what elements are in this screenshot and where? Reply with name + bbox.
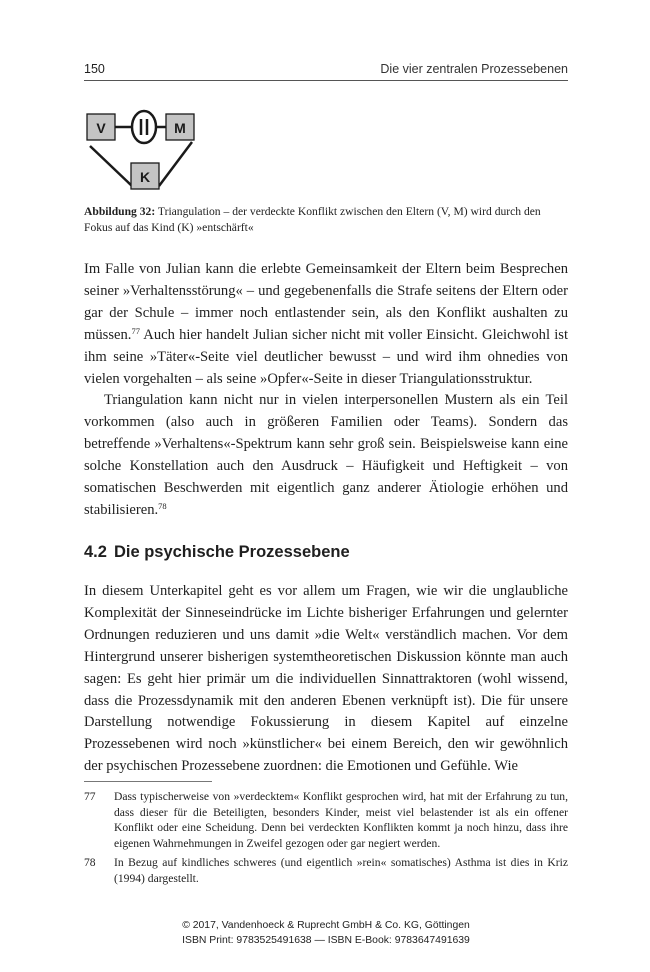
footnotes bbox=[84, 789, 568, 889]
footnote-ref-78: 78 bbox=[158, 500, 167, 511]
section-title: Die psychische Prozessebene bbox=[113, 543, 350, 561]
paragraph-1 bbox=[84, 259, 568, 390]
footnote-number: 77 bbox=[84, 790, 96, 803]
caption-label: Abbildung 32: bbox=[84, 205, 156, 218]
label-m: M bbox=[174, 120, 186, 136]
footnote-text: Dass typischerweise von »verdecktem« Konflikt gesprochen wird, hat mit der Erfahrung zu tun, dass dieser für die Beteiligten, besonders Kinder, meist viel belastender ist als ein offener Konflikt oder eine Scheidung. Denn bei verdeckten Konflikten kommt ja noch hinzu, dass ihre eigenen Wahrnehmungen in Zweifel gezogen oder gar negiert werden. bbox=[114, 790, 568, 851]
footnote-78 bbox=[84, 855, 568, 886]
section-number: 4.2 bbox=[84, 543, 107, 561]
running-header bbox=[84, 62, 568, 81]
body-text-lower bbox=[84, 581, 568, 778]
triangulation-diagram bbox=[84, 100, 214, 200]
label-v: V bbox=[96, 120, 106, 136]
body-text-upper bbox=[84, 259, 568, 522]
footnote-77 bbox=[84, 789, 568, 852]
running-title: Die vier zentralen Prozessebenen bbox=[380, 62, 568, 76]
paragraph-1-part-b: Auch hier handelt Julian sicher nicht mit voller Einsicht. Gleichwohl ist ihm seine »Täter«-Seite viel deutlicher bewusst – und wird ihm ohnedies von vielen vorgehalten – als seine »Opfer«-Seite in dieser Triangulationsstruktur. bbox=[84, 326, 568, 387]
paragraph-2-text: Triangulation kann nicht nur in vielen interpersonellen Mustern als ein Teil vorkommen (also auch in größeren Familien oder Teams). Sondern das betreffende »Verhaltens«-Spektrum kann sehr groß sein. Beispielsweise kann eine solche Konstellation auch den Ausdruck – Häufigkeit und Heftigkeit – von somatischen Beschwerden mit eigentlich ganz anderer Ätiologie erhöhen und stabilisieren. bbox=[84, 392, 568, 518]
footnote-text: In Bezug auf kindliches schweres (und eigentlich »rein« somatisches) Asthma ist dies in Kriz (1994) dargestellt. bbox=[114, 855, 568, 885]
edge-v-k bbox=[90, 146, 132, 186]
edge-m-k bbox=[159, 142, 192, 186]
page-number: 150 bbox=[84, 62, 105, 76]
footnote-ref-77: 77 bbox=[131, 325, 140, 336]
footnote-number: 78 bbox=[84, 855, 96, 869]
publisher-imprint bbox=[84, 918, 568, 948]
triangulation-figure bbox=[84, 100, 214, 200]
paragraph-3: In diesem Unterkapitel geht es vor allem um Fragen, wie wir die unglaubliche Komplexität der Sinneseindrücke im Lichte bisheriger Erfahrungen und gelernter Ordnungen reduzieren und uns damit »die Welt« verständlich machen. Vor dem Hintergrund unserer bisherigen systemtheoretischen Diskussion könnte man auch sagen: Es geht hier primär um die individuellen Sinnattraktoren (wohl wissend, dass die Prozessdynamik mit den anderen Ebenen verknüpft ist). Die für unsere Darstellung notwendige Fokussierung in diesem Kapitel auf einzelne Prozessebenen wird noch »künstlicher« bei einem Bereich, den wir gewöhnlich der psychischen Prozessebene zuordnen: die Emotionen und Gefühle. Wie bbox=[84, 583, 568, 775]
section-heading bbox=[84, 543, 568, 562]
footnote-separator bbox=[84, 781, 212, 782]
figure-caption bbox=[84, 204, 568, 236]
paragraph-2 bbox=[84, 390, 568, 521]
label-k: K bbox=[139, 169, 151, 185]
caption-text: Triangulation – der verdeckte Konflikt zwischen den Eltern (V, M) wird durch den Fokus auf das Kind (K) »entschärft« bbox=[84, 205, 541, 234]
paragraph-1-part-a: Im Falle von Julian kann die erlebte Gemeinsamkeit der Eltern beim Besprechen seiner »Verhaltensstörung« – und gegebenenfalls die Strafe seitens der Eltern oder gar der Schule – immer noch entlastender sein, als den Konflikt aushalten zu müssen. bbox=[84, 261, 568, 343]
imprint-isbn: ISBN Print: 9783525491638 — ISBN E-Book: 9783647491639 bbox=[182, 935, 470, 946]
conflict-ellipse bbox=[132, 111, 156, 143]
imprint-copyright: © 2017, Vandenhoeck & Ruprecht GmbH & Co. KG, Göttingen bbox=[182, 920, 470, 931]
